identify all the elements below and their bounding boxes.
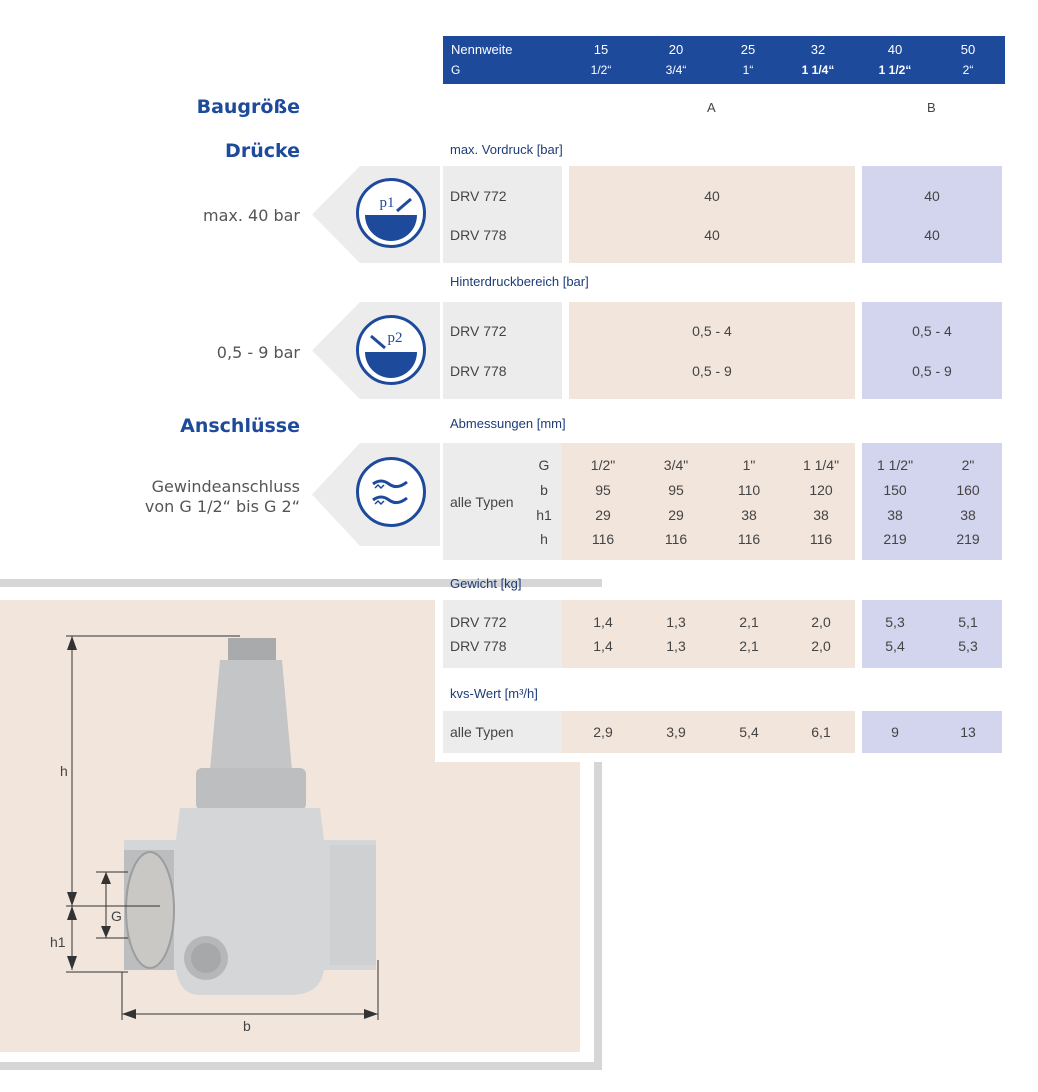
dim-label-b: b <box>243 1018 251 1034</box>
vordruck-b-bg <box>862 166 1002 263</box>
dim-value: 29 <box>595 507 611 523</box>
figure-frame-bottom <box>0 1062 602 1070</box>
dim-label-g: G <box>111 908 122 924</box>
header-cell: 1/2“ <box>590 63 612 77</box>
section-hinterdruck: Hinterdruckbereich [bar] <box>450 274 589 289</box>
dim-value: 116 <box>737 531 761 547</box>
vordruck-row-b: 40 <box>924 188 940 204</box>
valve-bonnet <box>210 660 292 770</box>
header-cell: 32 <box>810 42 826 57</box>
dim-label-h: h <box>60 763 68 779</box>
vordruck-row-a: 40 <box>704 188 720 204</box>
gewicht-value: 5,1 <box>958 614 978 630</box>
kvs-type: alle Typen <box>450 724 514 740</box>
section-vordruck: max. Vordruck [bar] <box>450 142 563 157</box>
hinterdruck-a-bg <box>569 302 855 399</box>
dim-value: 219 <box>883 531 907 547</box>
gewicht-value: 1,4 <box>593 638 613 654</box>
heading-anschluesse: Anschlüsse <box>180 415 300 437</box>
valve-nut <box>228 638 276 660</box>
hinterdruck-row-type: DRV 772 <box>450 323 507 339</box>
gewicht-type: DRV 772 <box>450 614 507 630</box>
vordruck-row-type: DRV 772 <box>450 188 507 204</box>
header-row-g <box>443 60 1005 81</box>
header-label: G <box>451 63 461 77</box>
header-label: Nennweite <box>451 42 513 57</box>
gewicht-value: 1,3 <box>666 614 686 630</box>
size-a-label: A <box>707 100 716 115</box>
dim-value: 38 <box>960 507 976 523</box>
hinterdruck-row-a: 0,5 - 4 <box>692 323 732 339</box>
dim-key: h <box>540 531 548 547</box>
dim-key: b <box>540 482 548 498</box>
gewicht-b-bg <box>862 600 1002 668</box>
kvs-value: 9 <box>891 724 899 740</box>
vordruck-type-bg <box>443 166 562 263</box>
figure-frame-right <box>594 762 602 1070</box>
heading-baugroesse: Baugröße <box>196 96 300 118</box>
vordruck-row-a: 40 <box>704 227 720 243</box>
dim-value: 1/2" <box>590 457 616 473</box>
header-cell: 20 <box>668 42 684 57</box>
dim-value: 29 <box>668 507 684 523</box>
kvs-value: 5,4 <box>739 724 759 740</box>
table-header <box>443 36 1005 84</box>
dim-label-h1: h1 <box>50 934 66 950</box>
gewicht-value: 5,3 <box>885 614 905 630</box>
hinterdruck-row-b: 0,5 - 4 <box>912 323 952 339</box>
header-cell: 1 1/4“ <box>801 63 835 77</box>
dim-value: 95 <box>668 482 684 498</box>
gewicht-value: 2,0 <box>811 614 831 630</box>
dim-value: 95 <box>595 482 611 498</box>
gewicht-value: 1,4 <box>593 614 613 630</box>
header-cell: 1 1/2“ <box>878 63 912 77</box>
abmessungen-type-label: alle Typen <box>450 494 514 510</box>
p2-icon-label: p2 <box>387 330 403 346</box>
dim-value: 120 <box>809 482 833 498</box>
vordruck-a-bg <box>569 166 855 263</box>
anschluss-side-text-1: Gewindeanschluss <box>151 477 300 496</box>
vordruck-row-b: 40 <box>924 227 940 243</box>
dim-value: 116 <box>664 531 688 547</box>
gewicht-value: 2,1 <box>739 638 759 654</box>
header-cell: 3/4“ <box>665 63 687 77</box>
hinterdruck-b-bg <box>862 302 1002 399</box>
gewicht-a-bg <box>562 600 855 668</box>
hinterdruck-row-type: DRV 778 <box>450 363 507 379</box>
dim-value: 1 1/4" <box>802 457 840 473</box>
dim-value: 38 <box>813 507 829 523</box>
dim-value: 116 <box>591 531 615 547</box>
dim-value: 38 <box>741 507 757 523</box>
dim-value: 160 <box>956 482 980 498</box>
header-cell: 1“ <box>742 63 754 77</box>
dim-value: 1" <box>742 457 756 473</box>
gewicht-value: 2,1 <box>739 614 759 630</box>
size-b-label: B <box>927 100 936 115</box>
dim-value: 110 <box>737 482 761 498</box>
header-cell: 25 <box>740 42 756 57</box>
pressure-p2-icon <box>356 315 426 385</box>
gewicht-type-bg <box>443 600 562 668</box>
dim-value: 150 <box>883 482 907 498</box>
valve-plug-inner <box>191 943 221 973</box>
p1-icon-label: p1 <box>379 195 395 211</box>
header-row-nennweite <box>443 39 1005 60</box>
hinterdruck-row-b: 0,5 - 9 <box>912 363 952 379</box>
thread-connection-icon <box>356 457 426 527</box>
dim-key: h1 <box>536 507 552 523</box>
gewicht-value: 5,3 <box>958 638 978 654</box>
anschluss-side-text-2: von G 1/2“ bis G 2“ <box>144 497 300 516</box>
kvs-value: 3,9 <box>666 724 686 740</box>
valve-thread <box>126 852 174 968</box>
section-kvs: kvs-Wert [m³/h] <box>450 686 538 701</box>
header-cell: 40 <box>887 42 903 57</box>
dim-value: 116 <box>809 531 833 547</box>
kvs-value: 2,9 <box>593 724 613 740</box>
dim-value: 3/4" <box>663 457 689 473</box>
kvs-value: 6,1 <box>811 724 831 740</box>
valve-hex <box>196 768 306 810</box>
vordruck-row-type: DRV 778 <box>450 227 507 243</box>
gewicht-value: 5,4 <box>885 638 905 654</box>
dim-key: G <box>538 457 550 473</box>
vordruck-side-text: max. 40 bar <box>202 206 300 225</box>
heading-druecke: Drücke <box>225 140 300 162</box>
dim-value: 2" <box>961 457 975 473</box>
hinterdruck-row-a: 0,5 - 9 <box>692 363 732 379</box>
pressure-p1-icon <box>356 178 426 248</box>
valve-outlet <box>330 845 376 965</box>
header-cell: 2“ <box>962 63 974 77</box>
section-gewicht: Gewicht [kg] <box>450 576 522 591</box>
gewicht-value: 2,0 <box>811 638 831 654</box>
header-cell: 15 <box>593 42 609 57</box>
section-abmessungen: Abmessungen [mm] <box>450 416 566 431</box>
header-cell: 50 <box>960 42 976 57</box>
dim-value: 1 1/2" <box>876 457 914 473</box>
hinterdruck-side-text: 0,5 - 9 bar <box>216 343 300 362</box>
dim-value: 38 <box>887 507 903 523</box>
hinterdruck-type-bg <box>443 302 562 399</box>
dim-value: 219 <box>956 531 980 547</box>
gewicht-type: DRV 778 <box>450 638 507 654</box>
gewicht-value: 1,3 <box>666 638 686 654</box>
kvs-value: 13 <box>960 724 976 740</box>
